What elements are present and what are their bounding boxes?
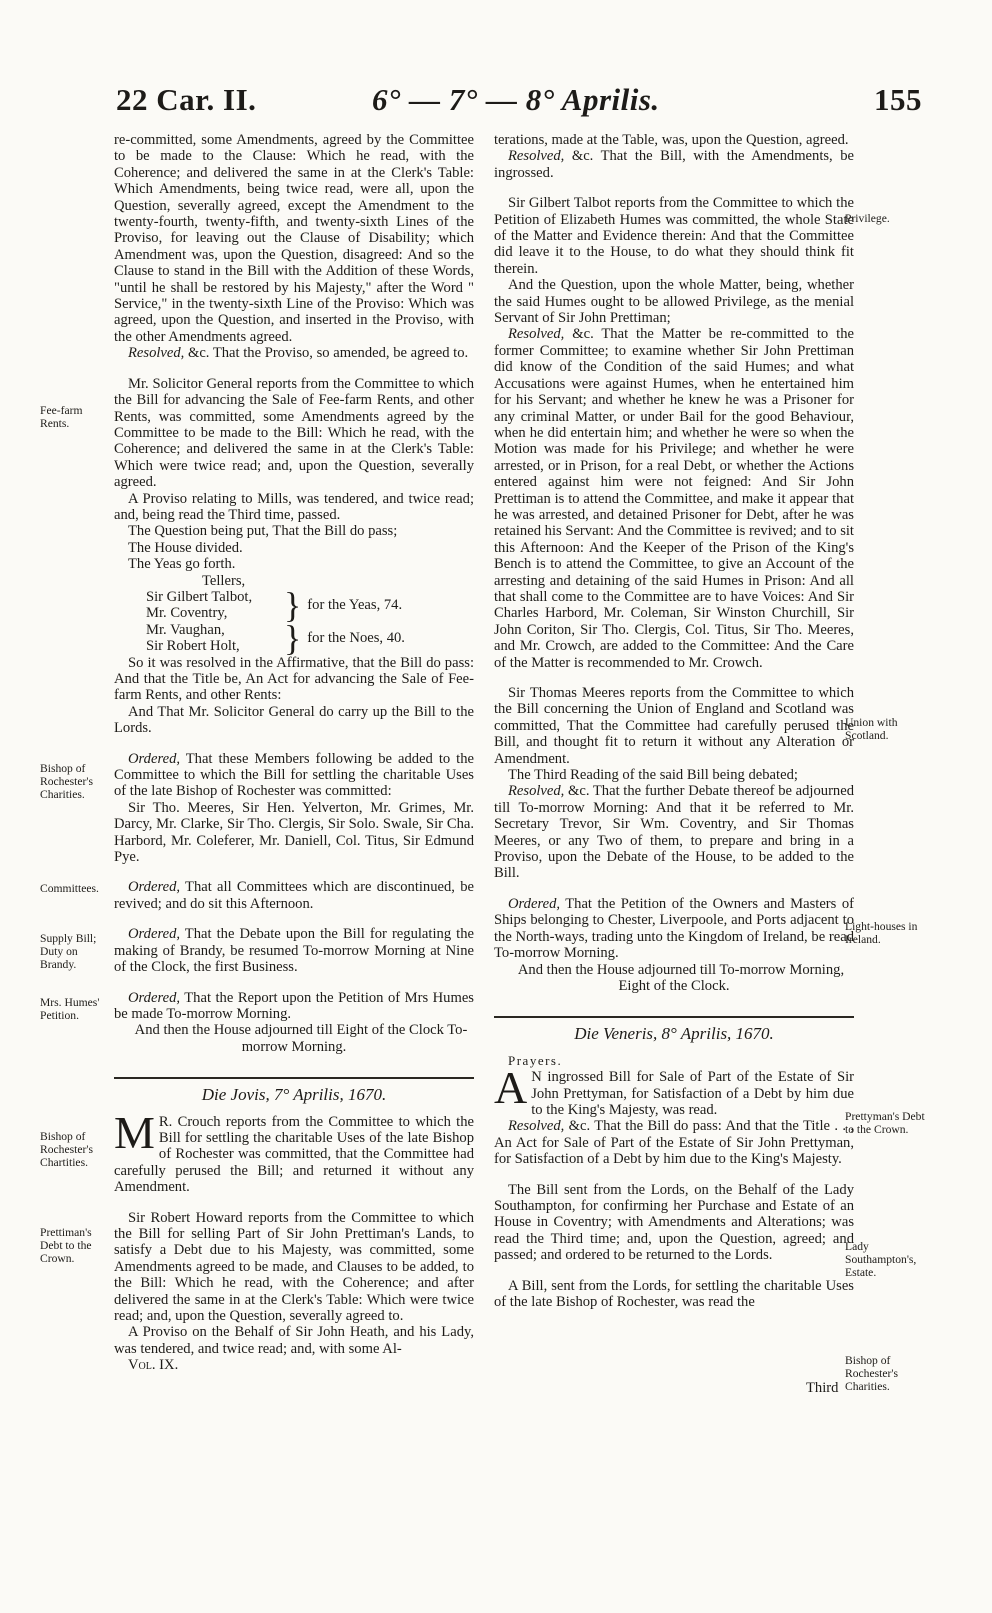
header-regnal-year: 22 Car. II. [116, 82, 257, 117]
margin-note: Lady Southampton's, Estate. [845, 1240, 917, 1279]
paragraph-text: That the Report upon the Petition of Mrs Humes be made To-morrow Morning. [114, 989, 474, 1022]
resolved-label: Resolved, [508, 783, 565, 800]
teller-name: Mr. Vaughan, [146, 621, 225, 638]
paragraph: A Proviso on the Behalf of Sir John Heath, and his Lady, was tendered, and twice read; and, with some Al- [114, 1324, 474, 1357]
paragraph: So it was resolved in the Affirmative, that the Bill do pass: And that the Title be, An Act for advancing the Sale of Fee-farm Rents, and other Rents: [114, 654, 474, 704]
paragraph: The House divided. [128, 539, 243, 556]
paragraph [114, 990, 474, 1023]
adjournment: And then the House adjourned till To-morrow Morning, Eight of the Clock. [517, 961, 845, 994]
prayers-heading: Prayers. [508, 1052, 563, 1068]
paragraph: Sir Gilbert Talbot reports from the Committee to which the Petition of Elizabeth Humes was committed, the whole State of the Matter and Evidence therein: And that the Committee did leave it to the House, to do what they should think fit therein. [494, 195, 854, 277]
paragraph-text: &c. That the further Debate thereof be adjourned till To-morrow Morning: And that it be referred to Mr. Secretary Trevor, Sir Wm. Coventry, and Sir Thomas Meeres, or any Two of them, to prepare and bring in a Proviso, upon the Debate of the House, to be added to the Bill. [494, 783, 854, 882]
drop-cap: M [114, 1106, 155, 1158]
left-column [114, 132, 474, 1374]
ordered-label: Ordered, [128, 879, 181, 896]
noes-result: for the Noes, 40. [307, 629, 405, 646]
tellers-block [128, 572, 474, 659]
paragraph [494, 896, 854, 962]
paragraph: Sir Thomas Meeres reports from the Committee to which the Bill concerning the Union of England and Scotland was committed, That the Committee had carefully perused the Bill, and thought fit to return it without any Alteration or Amendment. [494, 685, 854, 767]
paragraph: terations, made at the Table, was, upon the Question, agreed. [494, 132, 849, 148]
paragraph: A Proviso relating to Mills, was tendered, and twice read; and, being read the Third time, passed. [114, 490, 474, 523]
paragraph [114, 751, 474, 800]
paragraph: A Bill, sent from the Lords, for settling the charitable Uses of the late Bishop of Rochester, was read the [494, 1277, 854, 1310]
tellers-noes [146, 618, 474, 659]
catchword: Third [806, 1380, 839, 1396]
margin-note: Committees. [40, 882, 99, 895]
margin-note: Bishop of Rochester's Charities. [40, 762, 93, 801]
paragraph [114, 879, 474, 912]
paragraph: re-committed, some Amendments, agreed by the Committee to be made to the Clause: Which he read, with the Coherence; and delivered the same in at the Clerk's Table: Which Amendments, being twice read, were all, upon the Question, severally agreed, except the Amendment to the twenty-fourth, twenty-fifth, and twenty-sixth Lines of the Proviso, for leaving out the Clause of Disability; which Amendment was, upon the Question, disagreed: And so the Clause to stand in the Bill with the Addition of these Words, "until he shall be restored by his Majesty," after the Word " Service," in the twenty-sixth Line of the Proviso: Which was agreed, upon the Question, and inserted in the Proviso, with the other Amendments agreed. [114, 132, 474, 345]
margin-note: Light-houses in Ireland. [845, 920, 918, 946]
tellers-label: Tellers, [202, 572, 246, 589]
teller-names [146, 622, 284, 655]
brace: } [284, 618, 302, 659]
paragraph: The Third Reading of the said Bill being debated; [508, 767, 798, 784]
teller-name: Sir Robert Holt, [146, 638, 240, 655]
brace: } [284, 585, 302, 626]
header-dates: 6° — 7° — 8° Aprilis. [372, 82, 660, 117]
ordered-label: Ordered, [128, 989, 181, 1006]
paragraph: Sir Tho. Meeres, Sir Hen. Yelverton, Mr. Grimes, Mr. Darcy, Mr. Clarke, Sir Tho. Clergis, Sir Solo. Swale, Sir Cha. Harbord, Mr. Coleferer, Mr. Daniell, Col. Titus, Sir Edmund Pye. [114, 799, 474, 866]
ordered-label: Ordered, [128, 926, 181, 943]
day-heading: Die Jovis, 7° Aprilis, 1670. [114, 1077, 474, 1103]
paragraph-text: &c. That the Proviso, so amended, be agreed to. [184, 345, 469, 362]
volume-signature: Vol. IX. [128, 1357, 179, 1374]
paragraph [114, 345, 474, 361]
right-column [494, 132, 854, 1310]
paragraph-text: That all Committees which are discontinued, be revived; and do sit this Afternoon. [114, 879, 474, 912]
paragraph: The Yeas go forth. [128, 556, 236, 573]
margin-note: Bishop of Rochester's Chartities. [40, 1130, 93, 1169]
paragraph [114, 1106, 474, 1196]
margin-note: Privilege. [845, 212, 890, 225]
day-heading: Die Veneris, 8° Aprilis, 1670. [494, 1016, 854, 1042]
paragraph-text: N ingrossed Bill for Sale of Part of the Estate of Sir John Prettyman, for Satisfaction of a Debt by him due to the King's Majesty, was read. [531, 1069, 854, 1118]
margin-note: Supply Bill; Duty on Brandy. [40, 932, 97, 971]
paragraph-text: &c. That the Bill, with the Amendments, be ingrossed. [494, 148, 854, 181]
paragraph: The Bill sent from the Lords, on the Behalf of the Lady Southampton, for confirming her Purchase and Estate of an House in Coventry; with Amendments and Alterations; was read the Third time; and, upon the Question, agreed; and passed; and ordered to be returned to the Lords. [494, 1181, 854, 1264]
paragraph-text: R. Crouch reports from the Committee to which the Bill for settling the charitable Uses of the late Bishop of Rochester was committed, that the Committee had carefully perused the Bill; and returned it without any Amendment. [114, 1113, 474, 1196]
paragraph-text: &c. That the Matter be re-committed to the former Committee; to examine whether Sir John Prettiman did know of the Condition of the said Humes; and what Accusations were against Humes, when he entertained him for his Servant; and whether he knew he was a Prisoner for any criminal Matter, or under Bail for the good Behaviour, when he did entertain him; and whether he were so when the Motion was made for his Privilege; and whether he were arrested, or in Prison, for a real Debt, or whether the Actions entered against him were not feigned: And Sir John Prettiman is to attend the Committee, and make it appear that he was arrested, and detained Prisoner for Debt, after he was retained his Servant: And the Committee is revived; and to sit this Afternoon: And the Keeper of the Prison of the King's Bench is to attend the Committee, to give an Account of the arresting and detaining of the said Humes in Prison: And all that shall come to the Committee are to have Voices: And Sir Charles Harbord, Mr. Coleman, Sir Winston Churchill, Sir John Coriton, Sir Tho. Clergis, Col. Titus, Sir Tho. Meeres, and Mr. Crowch, are added to the Committee: And the Care of the Matter is recommended to Mr. Crowch. [494, 326, 854, 671]
header-page-number: 155 [874, 82, 922, 117]
paragraph [114, 926, 474, 975]
paragraph: The Question being put, That the Bill do pass; [128, 523, 398, 540]
paragraph: And That Mr. Solicitor General do carry up the Bill to the Lords. [114, 703, 474, 737]
paragraph [494, 326, 854, 671]
resolved-label: Resolved, [508, 148, 565, 165]
paragraph-text: &c. That the Bill do pass: And that the Title . . , An Act for Sale of Part of the Estate of Sir John Prettyman, for Satisfaction of a Debt by him due to the King's Majesty. [494, 1118, 854, 1168]
paragraph [494, 1118, 854, 1167]
paragraph-text: That the Debate upon the Bill for regulating the making of Brandy, be resumed To-morrow Morning at Nine of the Clock, the first Business. [114, 926, 474, 976]
margin-note: Union with Scotland. [845, 716, 898, 742]
ordered-label: Ordered, [508, 895, 561, 912]
margin-note: Prettiman's Debt to the Crown. [40, 1226, 92, 1265]
drop-cap: A [494, 1062, 528, 1114]
paragraph: Sir Robert Howard reports from the Committee to which the Bill for selling Part of Sir John Prettiman's Lands, to satisfy a Debt due to his Majesty, was committed, some Amendments agreed to be made, and Clauses to be added, to the Bill: Which he read, with the Coherence; and after delivered the same in at the Clerk's Table: Which were twice read; and, upon the Question, severally agreed to. [114, 1209, 474, 1324]
paragraph: And the Question, upon the whole Matter, being, whether the said Humes ought to be allowed Privilege, as the menial Servant of Sir John Prettiman; [494, 277, 854, 327]
teller-name: Sir Gilbert Talbot, [146, 588, 253, 605]
teller-name: Mr. Coventry, [146, 605, 228, 622]
yeas-result: for the Yeas, 74. [307, 597, 403, 614]
margin-note: Bishop of Rochester's Charities. [845, 1354, 898, 1393]
paragraph-text: That these Members following be added to the Committee to which the Bill for settling the charitable Uses of the late Bishop of Rochester was committed: [114, 750, 474, 800]
resolved-label: Resolved, [128, 345, 185, 362]
resolved-label: Resolved, [508, 1118, 565, 1135]
paragraph [494, 783, 854, 881]
paragraph [494, 148, 854, 181]
teller-names [146, 589, 284, 622]
margin-note: Prettyman's Debt to the Crown. [845, 1110, 925, 1136]
paragraph [494, 1062, 854, 1118]
paragraph-text: That the Petition of the Owners and Masters of Ships belonging to Chester, Liverpoole, and Ports adjacent to the North-ways, trading unto the Kingdom of Ireland, be read To-morrow Morning. [494, 895, 854, 962]
ordered-label: Ordered, [128, 750, 181, 767]
resolved-label: Resolved, [508, 326, 565, 343]
adjournment: And then the House adjourned till Eight of the Clock To-morrow Morning. [134, 1022, 468, 1055]
paragraph: Mr. Solicitor General reports from the Committee to which the Bill for advancing the Sale of Fee-farm Rents, and other Rents, was committed, some Amendments agreed by the Committee to be made to the Bill: Which he read, with the Coherence; and delivered the same in at the Clerk's Table: Which were twice read; and, upon the Question, severally agreed. [114, 375, 474, 491]
margin-note: Mrs. Humes' Petition. [40, 996, 100, 1022]
margin-note: Fee-farm Rents. [40, 404, 83, 430]
tellers-yeas [146, 585, 474, 626]
